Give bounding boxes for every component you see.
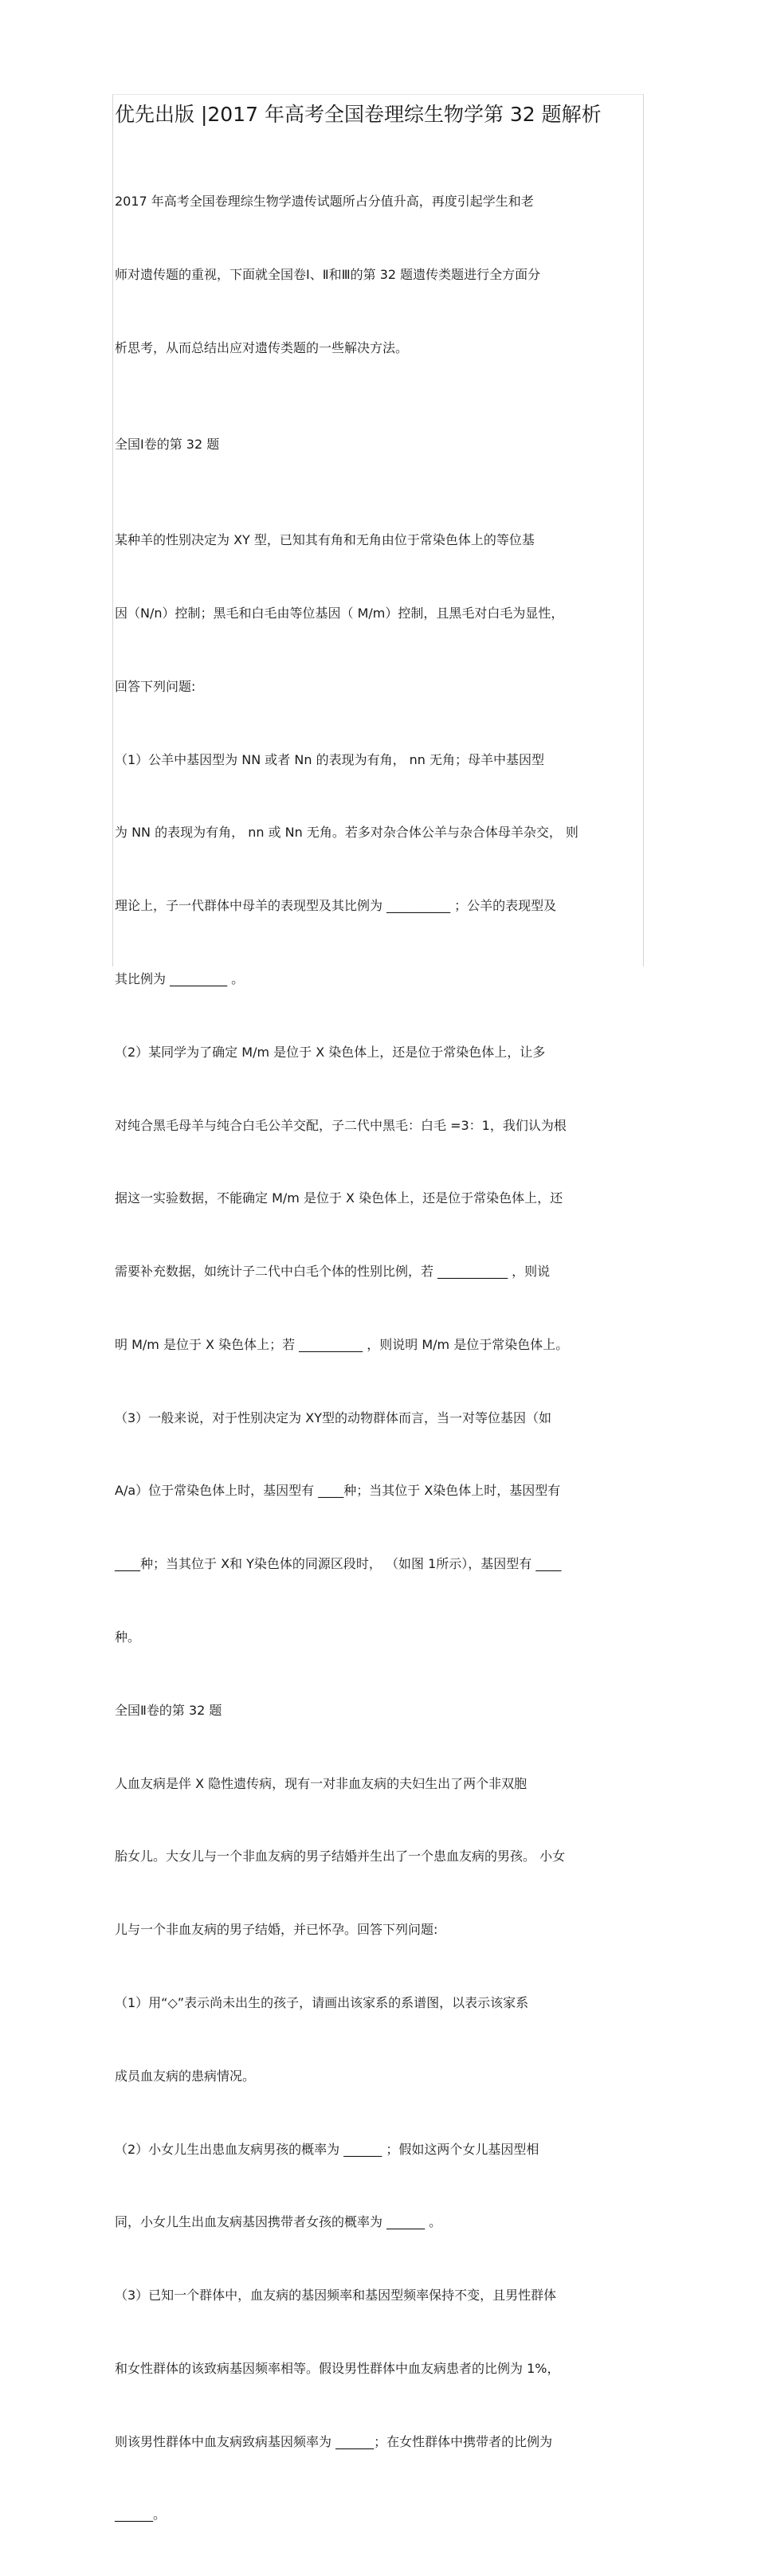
section1-line: （2）某同学为了确定 M/m 是位于 X 染色体上，还是位于常染色体上，让多 xyxy=(115,1044,546,1060)
section1-line: ____种；当其位于 X和 Y染色体的同源区段时， （如图 1所示），基因型有 ____ xyxy=(115,1556,562,1572)
section2-line: 儿与一个非血友病的男子结婚，并已怀孕。回答下列问题: xyxy=(115,1922,438,1938)
section2-line: 同，小女儿生出血友病基因携带者女孩的概率为 ______ 。 xyxy=(115,2214,442,2230)
section1-heading: 全国Ⅰ卷的第 32 题 xyxy=(115,436,220,452)
section1-line: A/a）位于常染色体上时，基因型有 ____种；当其位于 X染色体上时，基因型有 xyxy=(115,1483,561,1499)
section1-line: 据这一实验数据，不能确定 M/m 是位于 X 染色体上，还是位于常染色体上，还 xyxy=(115,1190,563,1206)
section1-line: 某种羊的性别决定为 XY 型，已知其有角和无角由位于常染色体上的等位基 xyxy=(115,532,535,548)
section1-line: 对纯合黑毛母羊与纯合白毛公羊交配，子二代中黑毛：白毛 =3：1，我们认为根 xyxy=(115,1117,567,1133)
intro-line: 2017 年高考全国卷理综生物学遗传试题所占分值升高，再度引起学生和老 xyxy=(115,194,534,210)
section2-line: （1）用“◇”表示尚未出生的孩子，请画出该家系的系谱图，以表示该家系 xyxy=(115,1994,529,2010)
section2-heading: 全国Ⅱ卷的第 32 题 xyxy=(115,1702,222,1718)
section1-line: 因（N/n）控制；黑毛和白毛由等位基因（ M/m）控制，且黑毛对白毛为显性， xyxy=(115,606,564,621)
intro-line: 析思考，从而总结出应对遗传类题的一些解决方法。 xyxy=(115,339,409,355)
section1-line: （3）一般来说，对于性别决定为 XY型的动物群体而言，当一对等位基因（如 xyxy=(115,1410,552,1425)
intro-line: 师对遗传题的重视，下面就全国卷Ⅰ、Ⅱ和Ⅲ的第 32 题遗传类题进行全方面分 xyxy=(115,266,541,282)
section2-line: 则该男性群体中血友病致病基因频率为 ______；在女性群体中携带者的比例为 xyxy=(115,2433,553,2449)
section1-line: 回答下列问题: xyxy=(115,678,196,694)
section2-line: 胎女儿。大女儿与一个非血友病的男子结婚并生出了一个患血友病的男孩。 小女 xyxy=(115,1849,566,1864)
section2-line: 和女性群体的该致病基因频率相等。假设男性群体中血友病患者的比例为 1%， xyxy=(115,2360,560,2376)
section2-line: 人血友病是伴 X 隐性遗传病，现有一对非血友病的夫妇生出了两个非双胞 xyxy=(115,1775,528,1791)
document-content xyxy=(115,99,644,2576)
section1-line: 其比例为 _________ 。 xyxy=(115,971,245,986)
section1-line: 明 M/m 是位于 X 染色体上；若 __________ ，则说明 M/m 是位于常染色体上。 xyxy=(115,1336,569,1352)
document-title: 优先出版 |2017 年高考全国卷理综生物学第 32 题解析 xyxy=(115,103,602,126)
section1-line: （1）公羊中基因型为 NN 或者 Nn 的表现为有角， nn 无角；母羊中基因型 xyxy=(115,751,545,767)
section1-line: 需要补充数据，如统计子二代中白毛个体的性别比例，若 ___________ ，则说 xyxy=(115,1264,551,1280)
section2-line: （2）小女儿生出患血友病男孩的概率为 ______ ；假如这两个女儿基因型相 xyxy=(115,2141,539,2157)
section1-line: 种。 xyxy=(115,1629,141,1645)
section2-line: 成员血友病的患病情况。 xyxy=(115,2068,256,2084)
intro-paragraph xyxy=(115,141,644,410)
section1-line: 为 NN 的表现为有角， nn 或 Nn 无角。若多对杂合体公羊与杂合体母羊杂交， 则 xyxy=(115,825,579,841)
section2-line: （3）已知一个群体中，血友病的基因频率和基因型频率保持不变，且男性群体 xyxy=(115,2288,557,2304)
section1-line: 理论上，子一代群体中母羊的表现型及其比例为 __________ ；公羊的表现型及 xyxy=(115,898,557,914)
section2-body xyxy=(115,1723,644,2576)
section1-body xyxy=(115,480,644,1699)
section2-line: ______。 xyxy=(115,2507,167,2523)
